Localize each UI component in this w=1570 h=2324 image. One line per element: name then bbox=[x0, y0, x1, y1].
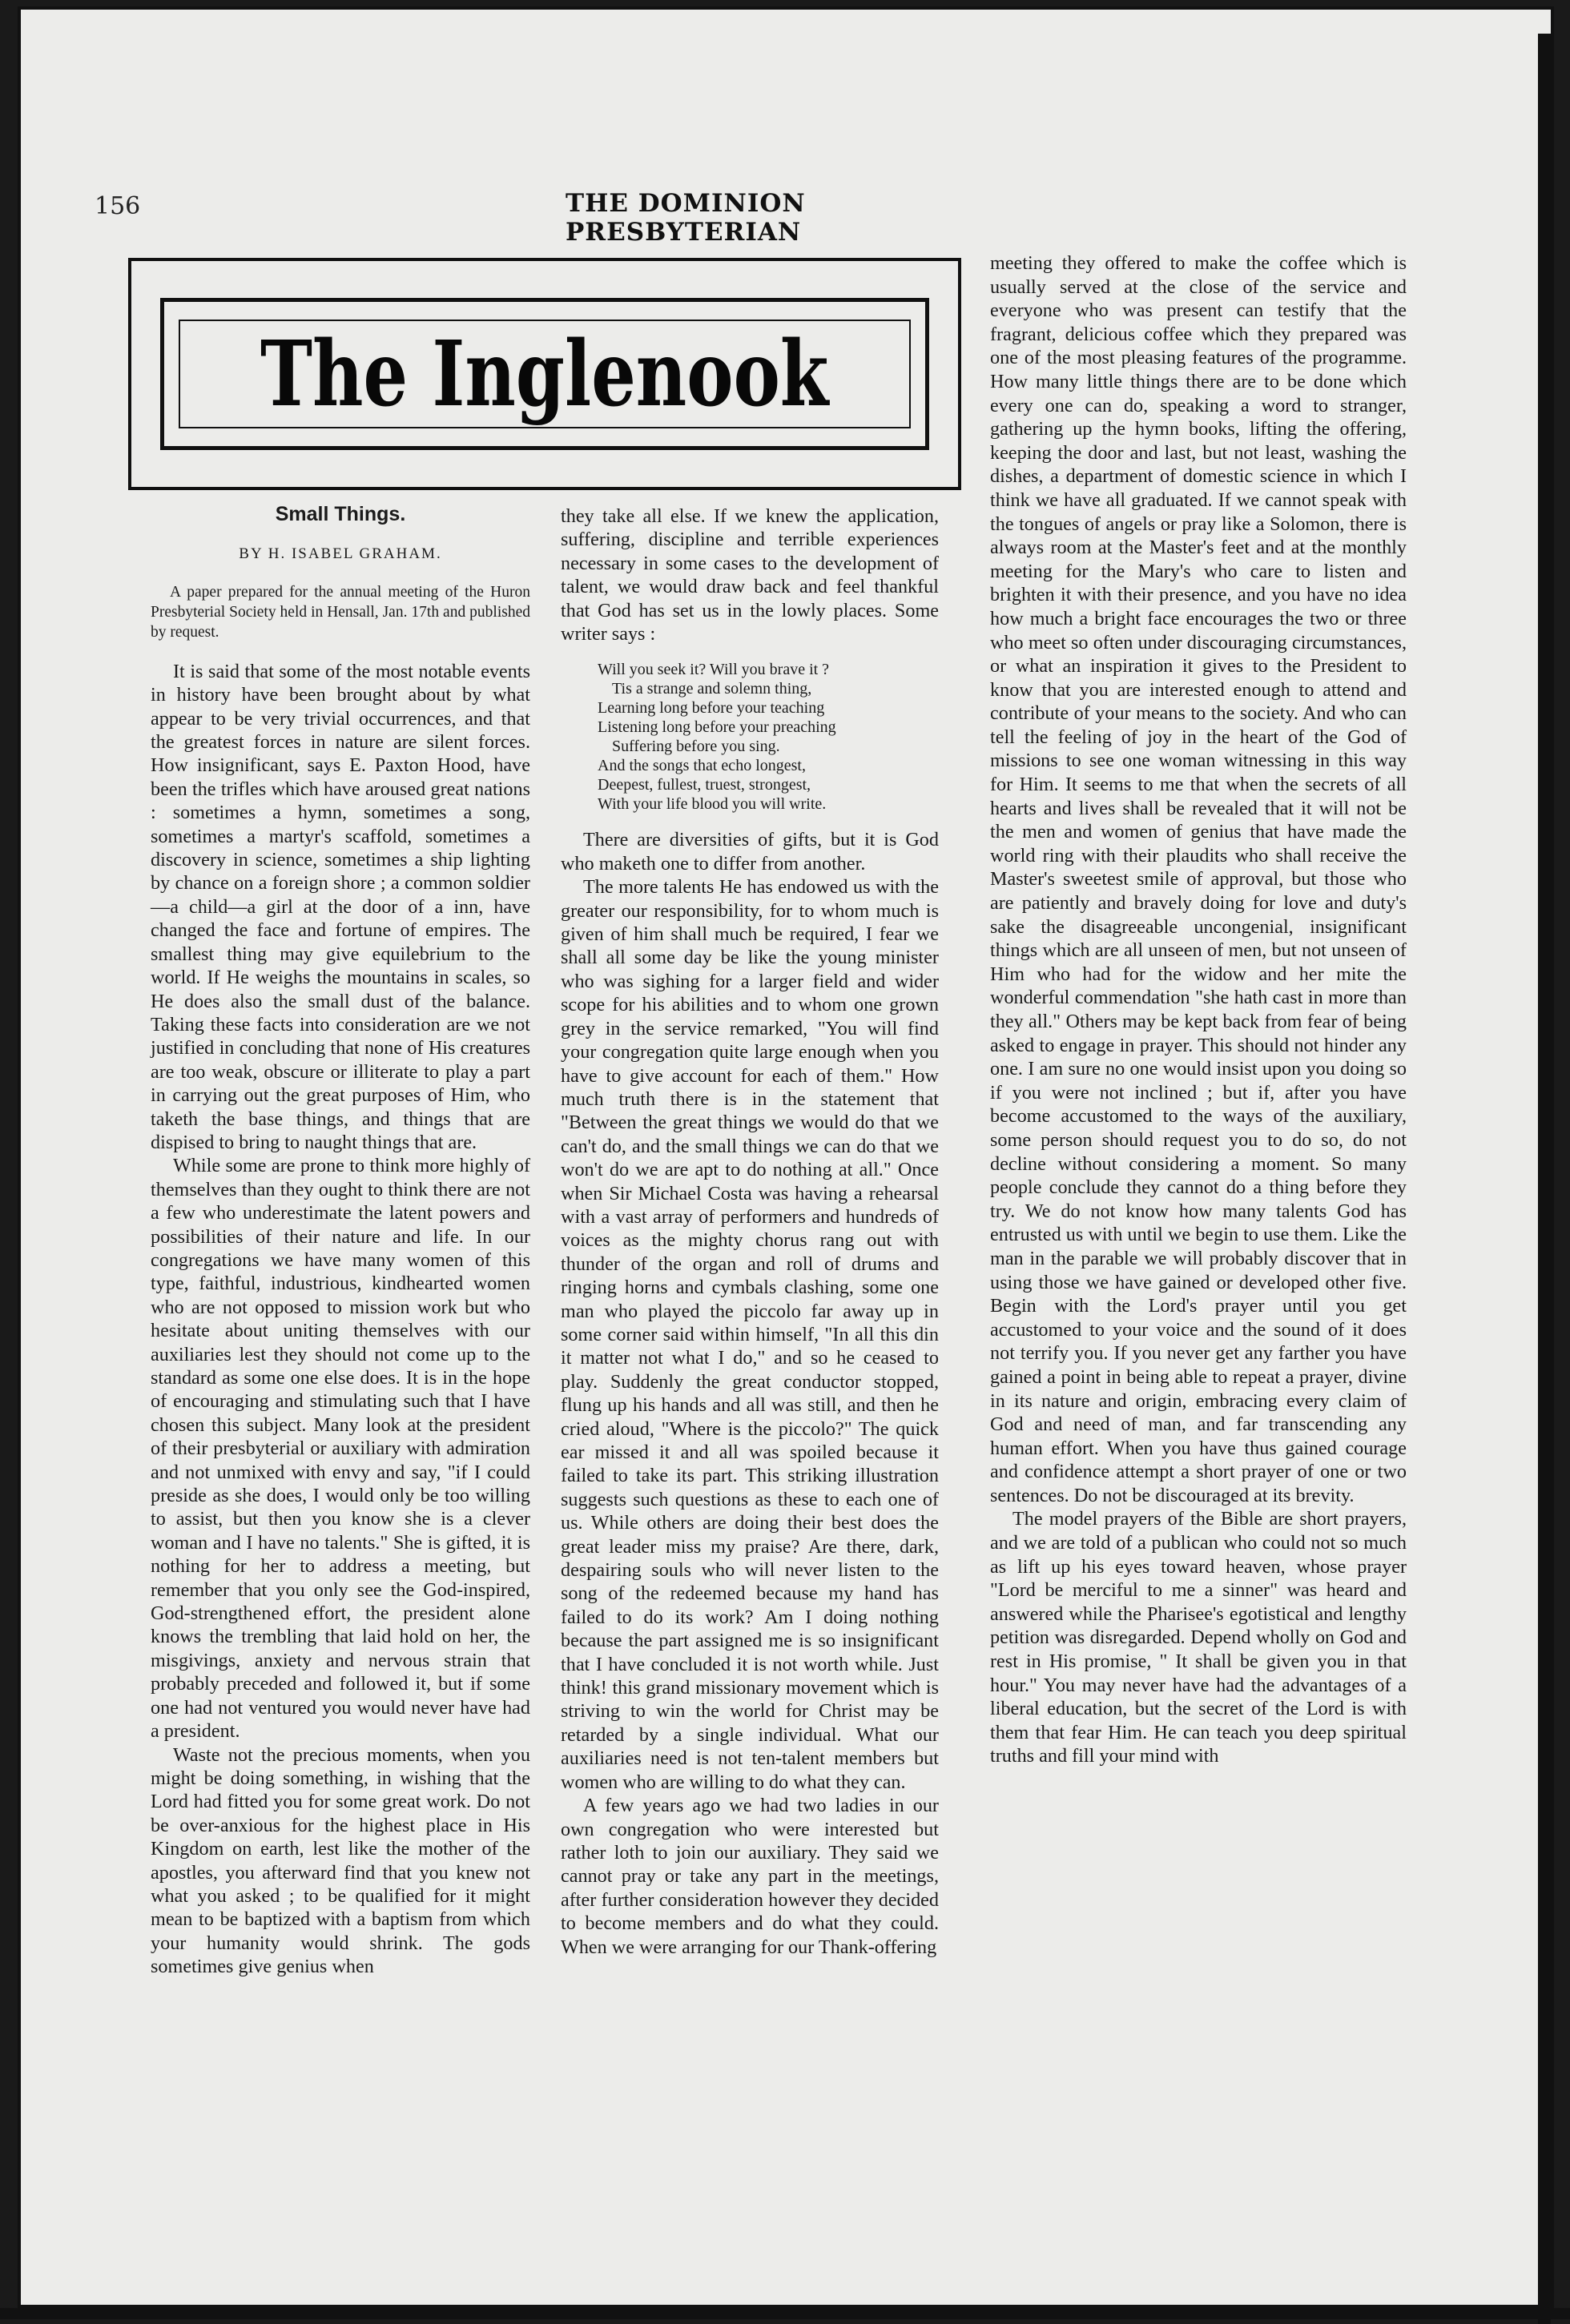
poem-line: With your life blood you will write. bbox=[598, 795, 827, 814]
section-banner bbox=[128, 258, 961, 490]
banner-frame bbox=[160, 298, 929, 450]
paragraph: It is said that some of the most notable events in history have been brought about by what appear to be very trivial occurrences, and that the greatest forces in nature are silent forces. How insignificant, says E. Paxton Hood, have been the trifles which have aroused great nations : sometimes a hymn, sometimes a song, sometimes a martyr's scaffold, sometimes a discovery in science, sometimes a ship lighting by chance on a foreign shore ; a common soldier—a child—a girl at the door of a inn, have changed the face and fortune of empires. The smallest thing may give equilebrium to the world. If He weighs the mountains in scales, so He does also the small dust of the balance. Taking these facts into consideration are we not justified in concluding that none of His creatures are too weak, obscure or illiterate to play a part in carrying out the great purposes of Him, who taketh the base things, and things that are dispised to bring to naught things that are. bbox=[151, 660, 530, 1153]
poem-line: Tis a strange and solemn thing, bbox=[612, 680, 812, 698]
paragraph: While some are prone to think more highly of themselves than they ought to think there are not a few who underestimate the latent powers and possibilities of their nature and life. In our congregations we have many women of this type, faithful, industrious, kindhearted women who are not opposed to mission work but who hesitate about uniting themselves with our auxiliaries lest they should not come up to the standard as some one else does. It is in the hope of encouraging and stimulating such that I have chosen this subject. Many look at the president of their presbyterial or auxiliary with admiration and not unmixed with envy and say, "if I could preside as she does, I would only be too willing to assist, but then you know she is a clever woman and I have no talents." She is gifted, it is nothing for her to address a meeting, but remember that you only see the God-inspired, God-strengthened effort, the president alone knows the trembling that laid hold on her, the misgivings, anxiety and nervous strain that probably preceded and followed it, but if some one had not ventured you would never have had a president. bbox=[151, 1155, 530, 1743]
column-3 bbox=[990, 251, 1407, 1768]
paragraph: The more talents He has endowed us with the greater our responsibility, for to whom much is given of him shall much be required, I fear we shall all some day be like the young minister who was sighing for a larger field and wider scope for his abilities and to whom one grown grey in the service remarked, "You will find your congregation quite large enough when you have to give account for each of them." How much truth there is in the statement that "Between the great things we would do that we can't do, and the small things we can do that we won't do we are apt to do nothing at all." Once when Sir Michael Costa was having a rehearsal with a vast array of performers and hundreds of voices as the mighty chorus rang out with thunder of the organ and roll of drums and ringing horns and cymbals clashing, some one man who played the piccolo far away up in some corner said within himself, "In all this din it matter not what I do," and so he ceased to play. Suddenly the great conductor stopped, flung up his hands and all was still, and then he cried aloud, "Where is the piccolo?" The quick ear missed it and all was spoiled because it failed to take its part. This striking illustration suggests such questions as these to each one of us. While others are doing their best does the great leader miss my praise? Are there, dark, despairing souls who will never listen to the song of the redeemed because my hand has failed to do its work? Am I doing nothing because the part assigned me is so insignificant that I have concluded it is not worth while. Just think! this grand missionary movement which is striving to win the world for Christ may be retarded by a single individual. What our auxiliaries need is not ten-talent members but women who are willing to do what they can. bbox=[561, 876, 939, 1793]
column-1 bbox=[151, 503, 530, 1979]
poem-line: Listening long before your preaching bbox=[598, 718, 836, 737]
paragraph: Waste not the precious moments, when you might be doing something, in wishing that the Lord had fitted you for some great work. Do not be over-anxious for the highest place in His Kingdom on earth, lest like the mother of the apostles, you afterward find that you knew not what you asked ; to be qualified for it might mean to be baptized with a baptism from which your humanity would shrink. The gods sometimes give genius when bbox=[151, 1743, 530, 1978]
poem-line: Will you seek it? Will you brave it ? bbox=[598, 661, 830, 679]
poem-line: Suffering before you sing. bbox=[612, 738, 780, 756]
page-number: 156 bbox=[95, 192, 141, 220]
paragraph: they take all else. If we knew the application, suffering, discipline and terrible experiences necessary in some cases to the development of talent, we would draw back and feel thankful that God has set us in the lowly places. Some writer says : bbox=[561, 505, 939, 645]
poem-line: Learning long before your teaching bbox=[598, 699, 825, 718]
journal-title: THE DOMINION PRESBYTERIAN bbox=[566, 189, 806, 247]
paragraph: There are diversities of gifts, but it is God who maketh one to differ from another. bbox=[561, 829, 939, 875]
section-title: The Inglenook bbox=[260, 321, 829, 427]
paragraph: A few years ago we had two ladies in our own congregation who were interested but rather loth to join our auxiliary. They said we cannot pray or take any part in the meetings, after further consideration however they decided to become members and do what they could. When we were arranging for our Thank-offering bbox=[561, 1795, 939, 1958]
paragraph: meeting they offered to make the coffee which is usually served at the close of the service and everyone who was present can testify that the fragrant, delicious coffee which they prepared was one of the most pleasing features of the programme. How many little things there are to be done which every one can do, speaking a word to stranger, gathering up the hymn books, lifting the offering, keeping the door and last, but not least, washing the dishes, a department of domestic science in which I think we have all graduated. If we cannot speak with the tongues of angels or pray like a Solomon, there is always room at the Master's feet and at the monthly meeting for the Mary's who care to listen and brighten it with their presence, and you have no idea how much a bright face encourages the two or three who meet so often under discouraging circumstances, or what an inspiration it gives to the President to know that you are interested enough to attend and contribute of your means to the society. And who can tell the feeling of joy in the heart of the God of missions to see one woman witnessing in this way for Him. It seems to me that when the secrets of all hearts and lives shall be revealed that it will not be the men and women of genius that have made the world ring with their plaudits who shall receive the Master's sweetest smile of approval, but those who are patiently and bravely doing for love and duty's sake the disagreeable uncongenial, insignificant things which are all unseen of men, but not unseen of Him who had for the widow and her mite the wonderful commendation "she hath cast in more than they all." Others may be kept back from fear of being asked to engage in prayer. This should not hinder any one. I am sure no one would insist upon you doing so if you were not inclined ; but if, after you have become accustomed to the ways of the auxiliary, some person should request you to do so, do not decline without considering a moment. So many people conclude they cannot do a thing before they try. We do not know how many talents God has entrusted us with until we begin to use them. Like the man in the parable we will probably discover that in using those we have gained or developed other five. Begin with the Lord's prayer until you get accustomed to your voice and the sound of it does not terrify you. If you never get any farther you have gained a point in being able to repeat a prayer, divine in its nature and origin, embracing every claim of God and need of man, and far transcending any human effort. When you have thus gained courage and confidence attempt a short prayer of one or two sentences. Do not be discouraged at its brevity. bbox=[990, 252, 1407, 1506]
column-2 bbox=[561, 505, 939, 1959]
article-note: A paper prepared for the annual meeting of the Huron Presbyterial Society held in Hensall, Jan. 17th and published by request. bbox=[151, 583, 530, 641]
poem-line: Deepest, fullest, truest, strongest, bbox=[598, 776, 811, 794]
scan-edge-right bbox=[1538, 34, 1551, 2324]
paragraph: The model prayers of the Bible are short prayers, and we are told of a publican who could not so much as lift up his eyes toward heaven, whose prayer "Lord be merciful to me a sinner" was heard and answered while the Pharisee's egotistical and lengthy petition was disregarded. Depend wholly on God and rest in His promise, " It shall be given you in that hour." You may never have had the advantages of a liberal education, but the secret of the Lord is with them that fear Him. He can teach you deep spiritual truths and fill your mind with bbox=[990, 1508, 1407, 1767]
poem-line: And the songs that echo longest, bbox=[598, 757, 806, 775]
poem bbox=[598, 660, 939, 814]
article-byline: BY H. ISABEL GRAHAM. bbox=[239, 545, 442, 563]
article-title: Small Things. bbox=[275, 503, 406, 525]
scan-edge-bottom bbox=[0, 2308, 1570, 2319]
page-header bbox=[95, 186, 968, 247]
